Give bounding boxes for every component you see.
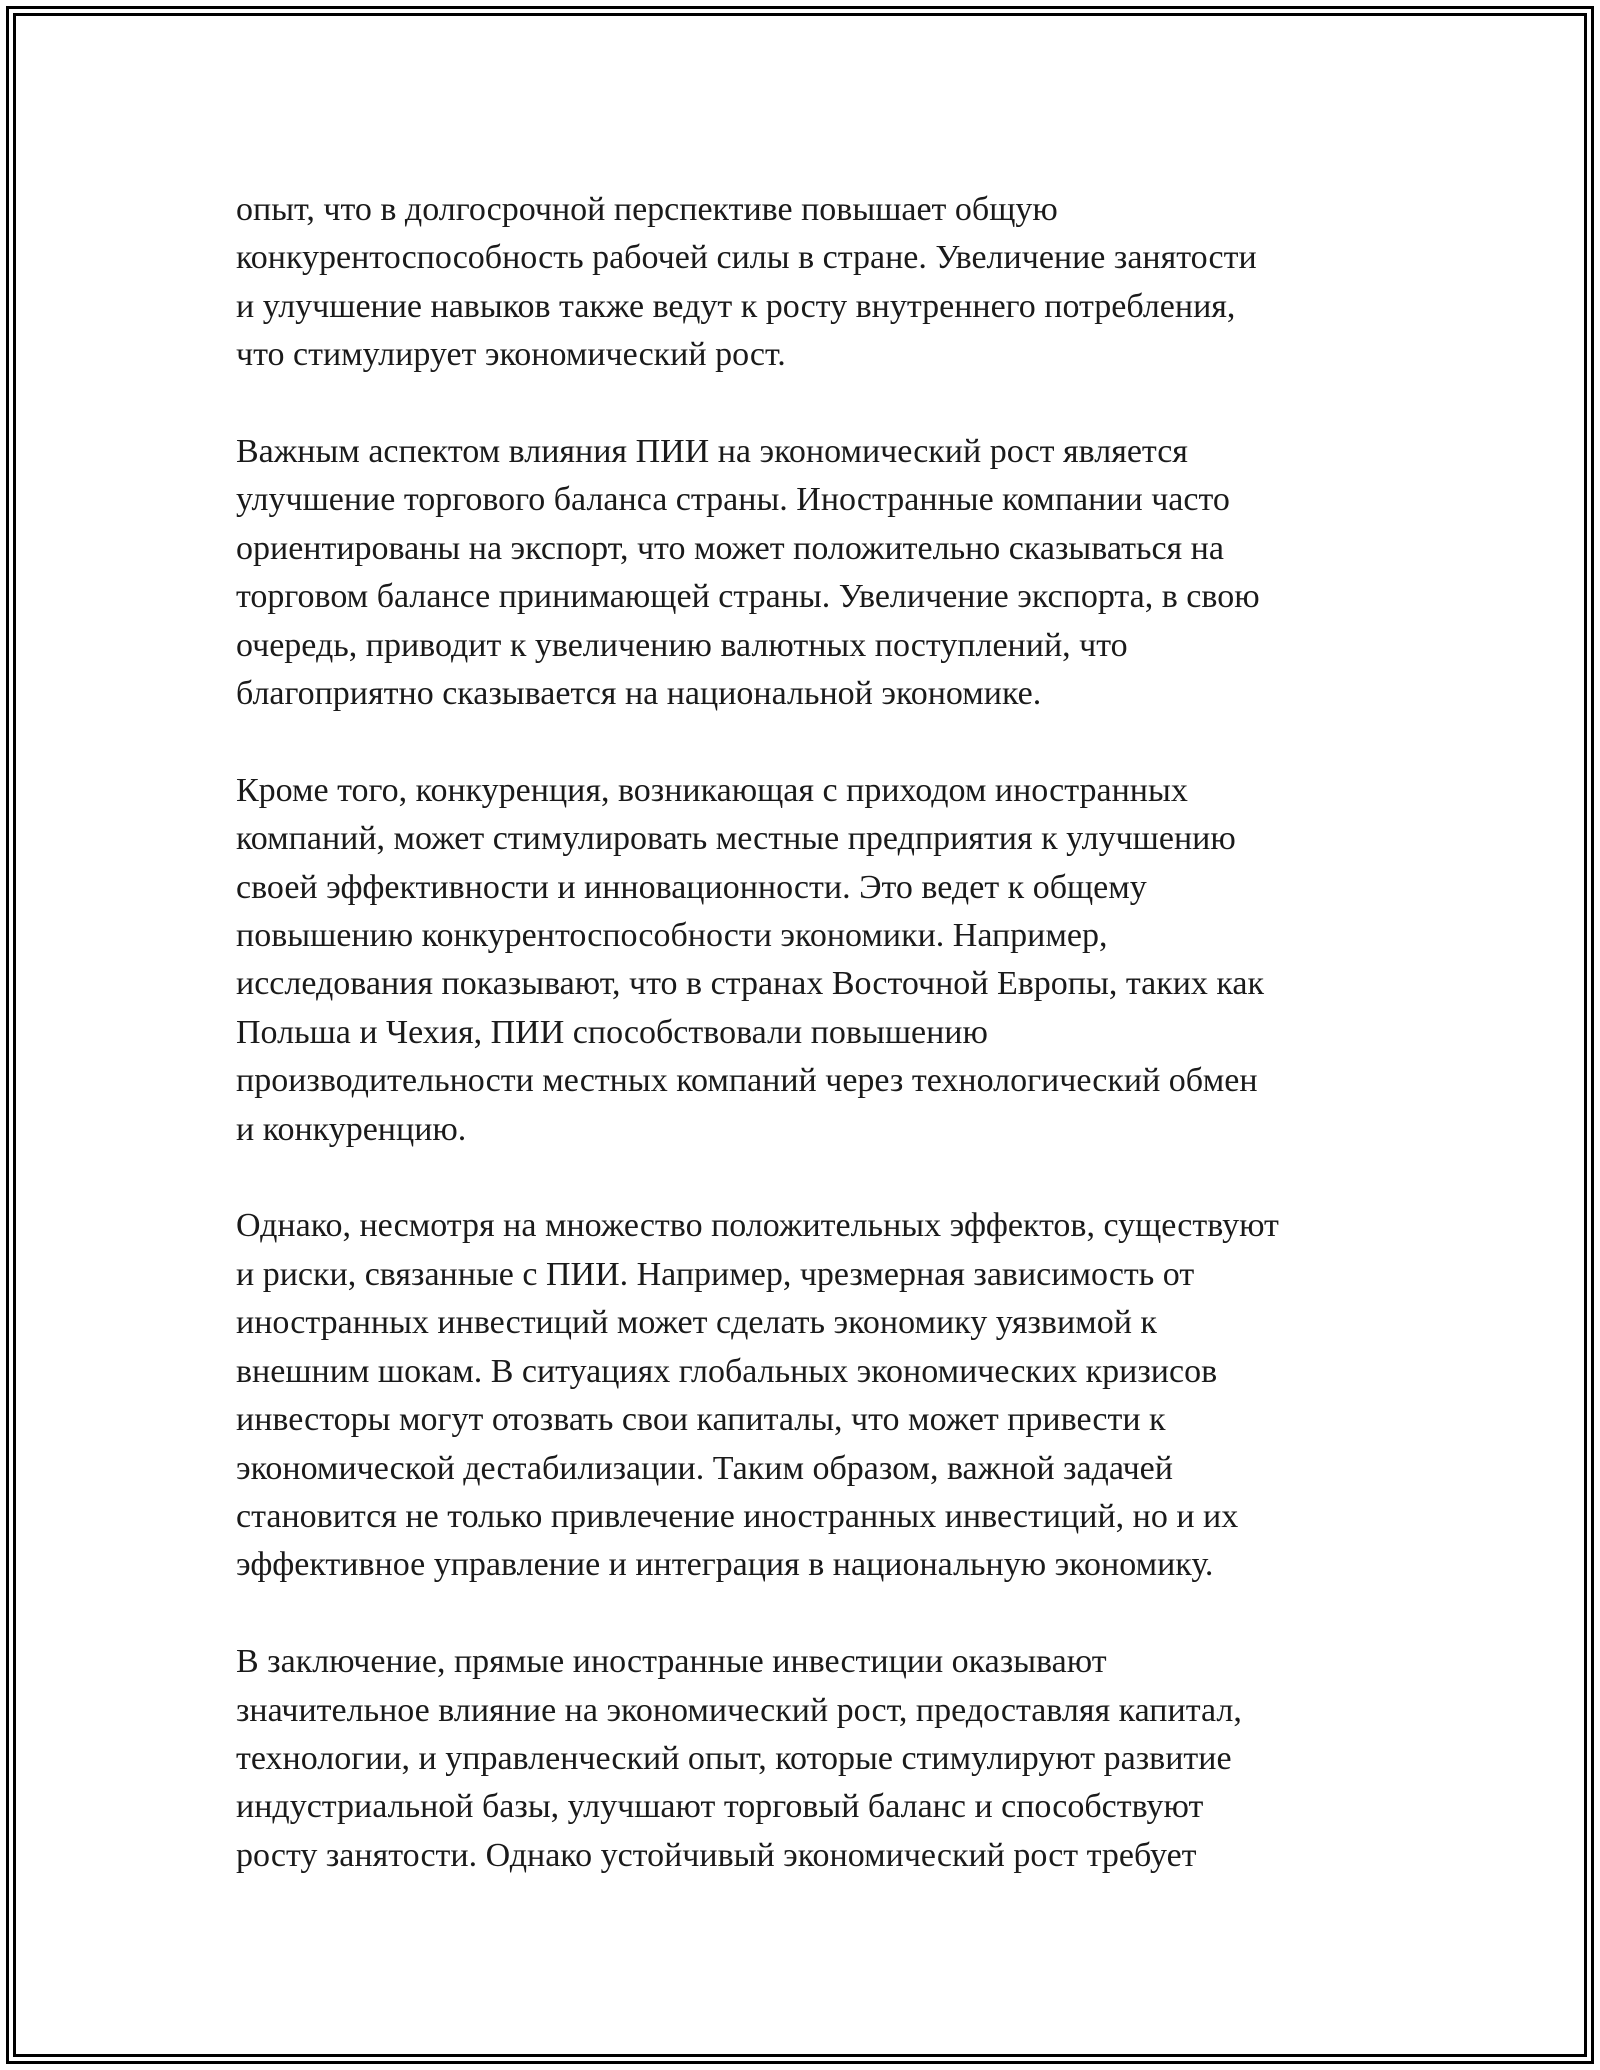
text-line: что стимулирует экономический рост. (236, 336, 786, 374)
text-line: экономической дестабилизации. Таким образом, важной задачей (236, 1449, 1173, 1487)
text-line: торговом балансе принимающей страны. Увеличение экспорта, в свою (236, 578, 1260, 616)
text-line: значительное влияние на экономический рост, предоставляя капитал, (236, 1691, 1242, 1729)
text-line: становится не только привлечение иностранных инвестиций, но и их (236, 1497, 1239, 1535)
paragraph (236, 767, 1376, 1154)
text-line: Польша и Чехия, ПИИ способствовали повышению (236, 1013, 988, 1051)
text-line: и риски, связанные с ПИИ. Например, чрезмерная зависимость от (236, 1255, 1195, 1293)
text-line: благоприятно сказывается на национальной экономике. (236, 675, 1042, 713)
text-line: ориентированы на экспорт, что может положительно сказываться на (236, 529, 1224, 567)
text-line: внешним шокам. В ситуациях глобальных экономических кризисов (236, 1352, 1218, 1390)
text-line: Однако, несмотря на множество положительных эффектов, существуют (236, 1207, 1279, 1245)
text-line: инвесторы могут отозвать свои капиталы, что может привести к (236, 1401, 1166, 1439)
text-line: компаний, может стимулировать местные предприятия к улучшению (236, 820, 1236, 858)
text-line: иностранных инвестиций может сделать экономику уязвимой к (236, 1304, 1157, 1342)
text-line: Важным аспектом влияния ПИИ на экономический рост является (236, 433, 1188, 471)
document-body (236, 186, 1376, 1929)
text-line: и конкуренцию. (236, 1110, 467, 1148)
text-line: очередь, приводит к увеличению валютных поступлений, что (236, 626, 1128, 664)
text-line: индустриальной базы, улучшают торговый баланс и способствуют (236, 1788, 1204, 1826)
paragraph (236, 186, 1376, 380)
text-line: В заключение, прямые иностранные инвестиции оказывают (236, 1643, 1107, 1681)
paragraph (236, 428, 1376, 718)
text-line: технологии, и управленческий опыт, которые стимулируют развитие (236, 1739, 1232, 1777)
text-line: и улучшение навыков также ведут к росту внутреннего потребления, (236, 287, 1236, 325)
text-line: исследования показывают, что в странах Восточной Европы, таких как (236, 965, 1265, 1003)
text-line: своей эффективности и инновационности. Это ведет к общему (236, 868, 1147, 906)
text-line: улучшение торгового баланса страны. Иностранные компании часто (236, 481, 1230, 519)
text-line: эффективное управление и интеграция в национальную экономику. (236, 1546, 1214, 1584)
text-line: производительности местных компаний через технологический обмен (236, 1062, 1258, 1100)
text-line: опыт, что в долгосрочной перспективе повышает общую (236, 191, 1058, 228)
paragraph (236, 1202, 1376, 1589)
text-line: повышению конкурентоспособности экономики. Например, (236, 917, 1108, 955)
text-line: конкурентоспособность рабочей силы в стране. Увеличение занятости (236, 239, 1257, 277)
paragraph (236, 1638, 1376, 1880)
text-line: Кроме того, конкуренция, возникающая с приходом иностранных (236, 771, 1188, 809)
text-line: росту занятости. Однако устойчивый экономический рост требует (236, 1836, 1197, 1874)
